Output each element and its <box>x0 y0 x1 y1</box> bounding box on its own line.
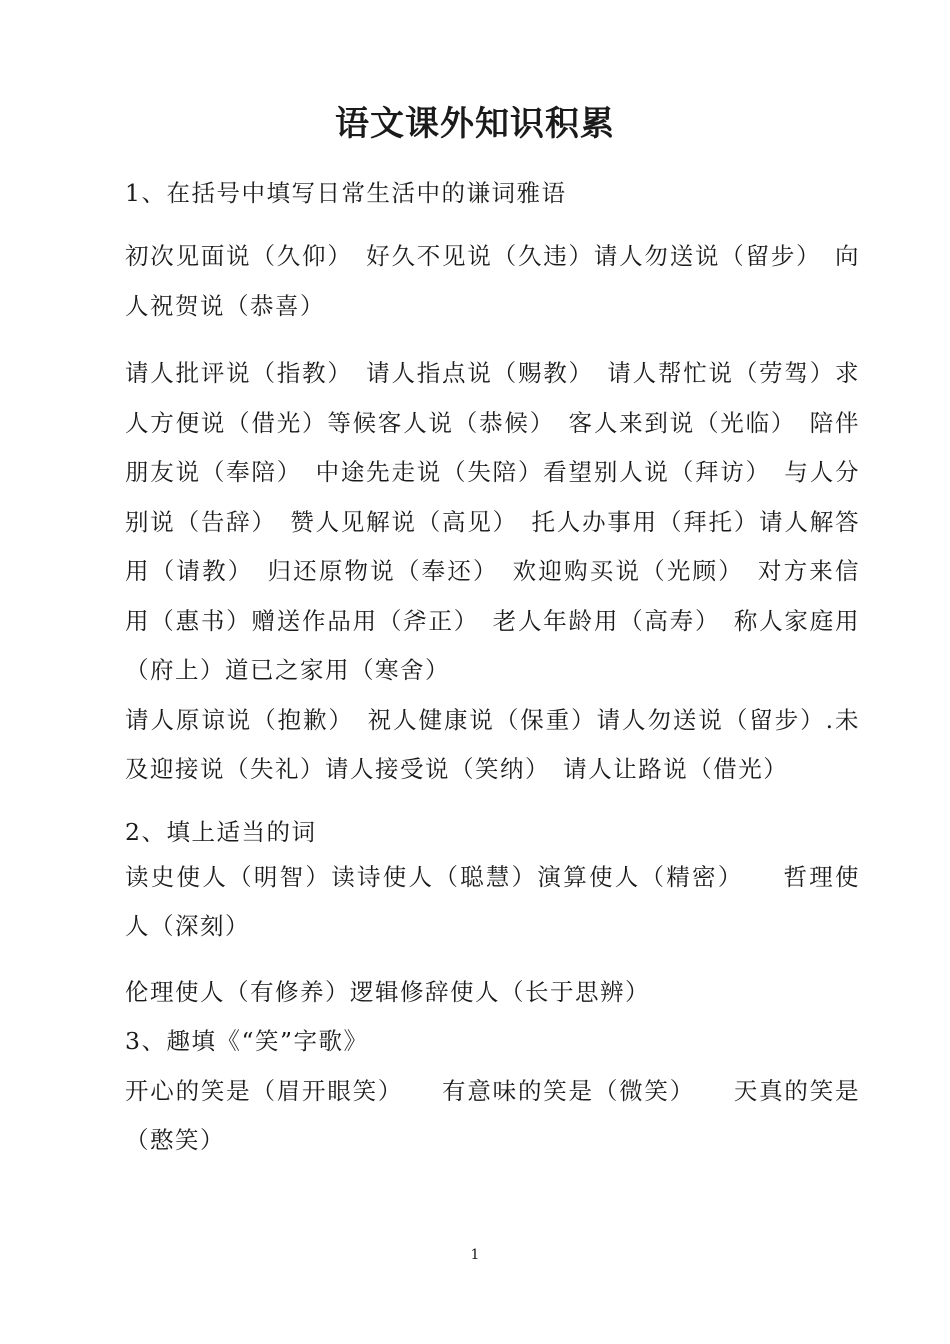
paragraph-laugh-song: 开心的笑是（眉开眼笑） 有意味的笑是（微笑） 天真的笑是（憨笑） <box>125 1076 860 1154</box>
paragraph-polite-expressions-2: 请人批评说（指教） 请人指点说（赐教） 请人帮忙说（劳驾）求人方便说（借光）等候客人说（恭候） 客人来到说（光临） 陪伴朋友说（奉陪） 中途先走说（失陪）看望别人说（拜访） 与人分别说（告辞） 赞人见解说（高见） 托人办事用（拜托）请人解答用（请教） 归还原物说（奉还） 欢迎购买说（光顾） 对方来信用（惠书）赠送作品用（斧正） 老人年龄用（高寿） 称人家庭用（府上）道已之家用（寒舍） <box>125 359 860 684</box>
paragraph-polite-expressions-3: 请人原谅说（抱歉） 祝人健康说（保重）请人勿送说（留步）.未及迎接说（失礼）请人接受说（笑纳） 请人让路说（借光） <box>125 705 860 783</box>
paragraph-polite-expressions-1: 初次见面说（久仰） 好久不见说（久违）请人勿送说（留步） 向人祝贺说（恭喜） <box>125 242 860 320</box>
document-title: 语文课外知识积累 <box>335 104 615 144</box>
section-heading-2: 2、填上适当的词 <box>125 817 317 846</box>
section-heading-3: 3、趣填《“笑”字歌》 <box>125 1027 369 1055</box>
paragraph-reading-benefits-2: 伦理使人（有修养）逻辑修辞使人（长于思辨） <box>125 977 650 1006</box>
paragraph-reading-benefits-1: 读史使人（明智）读诗使人（聪慧）演算使人（精密） 哲理使人（深刻） <box>125 862 860 940</box>
section-heading-1: 1、在括号中填写日常生活中的谦词雅语 <box>125 179 567 207</box>
document-body <box>125 172 860 1166</box>
page-number: 1 <box>470 1247 480 1263</box>
